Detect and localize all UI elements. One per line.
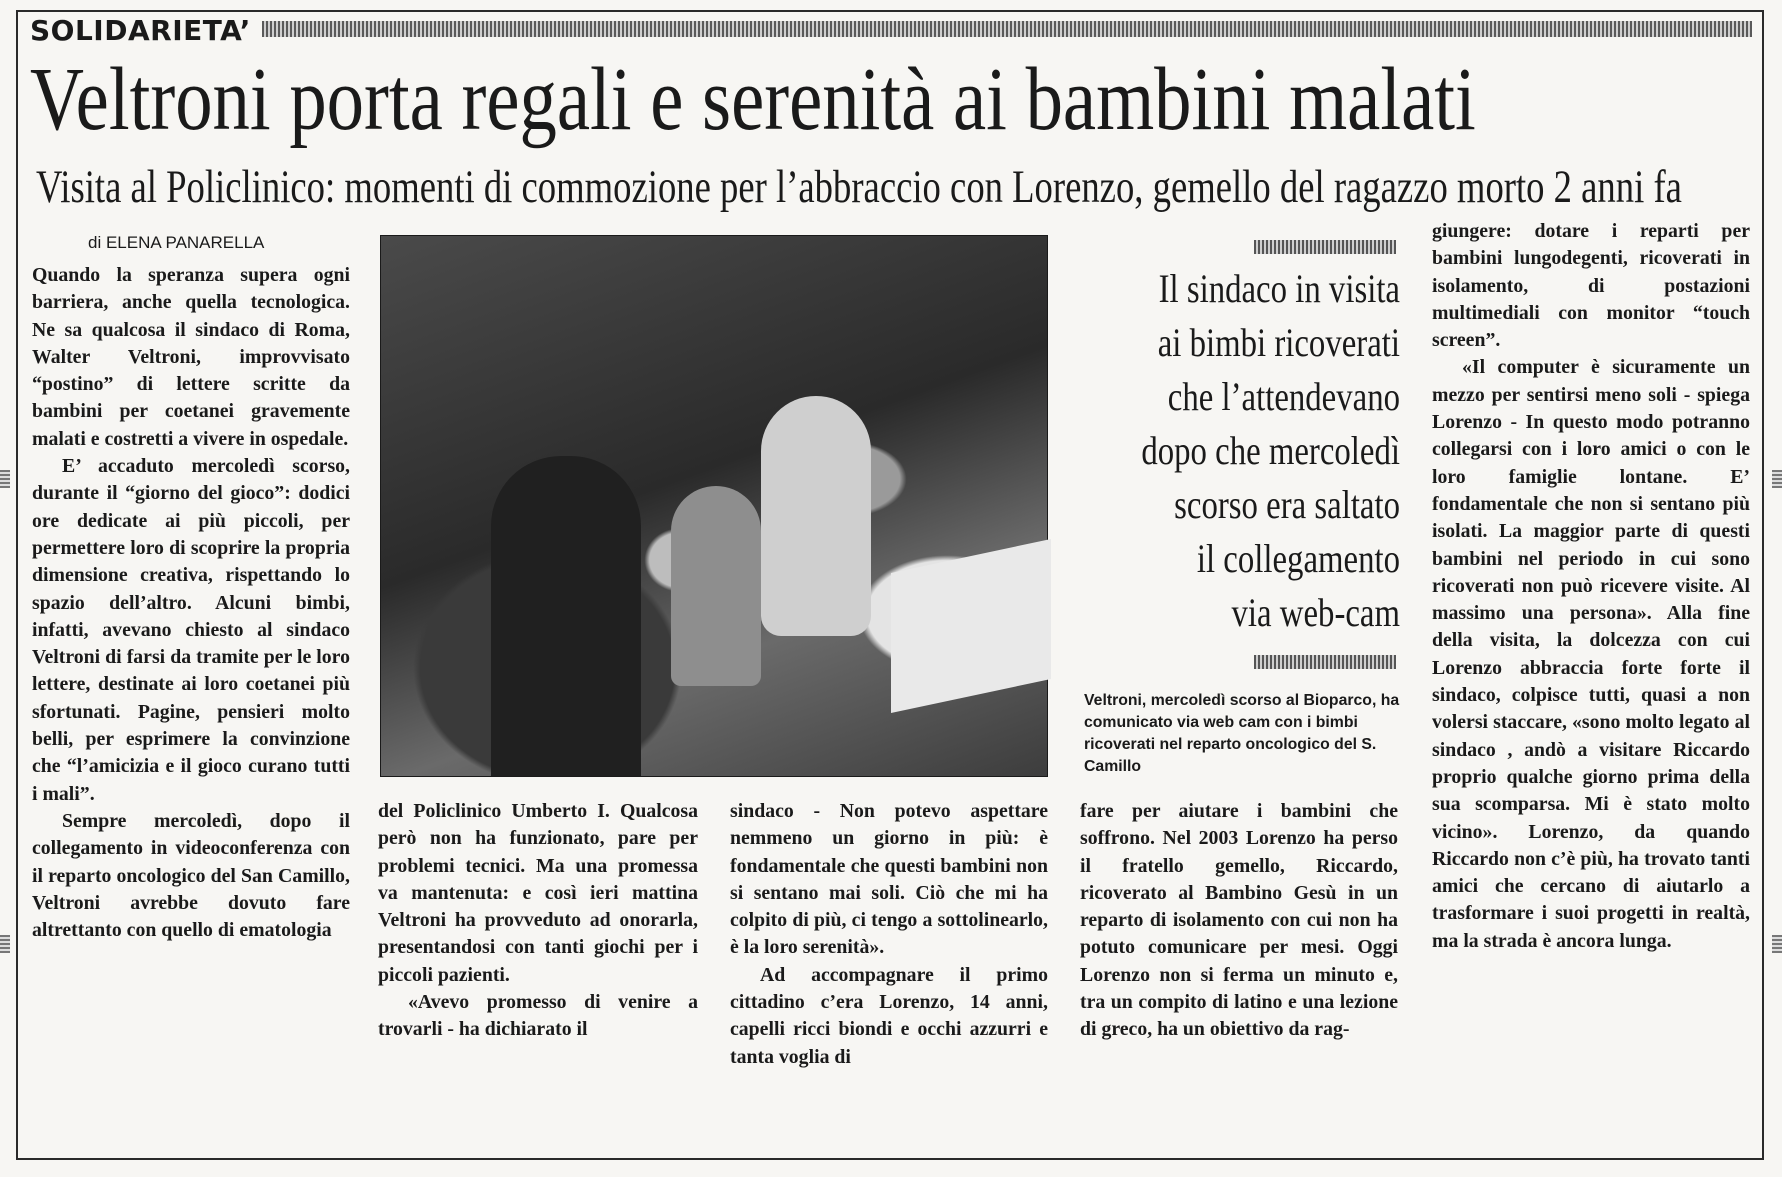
- photo-table: [891, 539, 1051, 713]
- scan-edge-mark: [0, 470, 10, 488]
- paragraph: fare per aiutare i bambini che soffrono. Nel 2003 Lorenzo ha perso il fratello gemello, Riccardo, ricoverato al Bambino Gesù in un reparto di isolamento con cui non ha potuto comunicare per mesi. Oggi Lorenzo non si ferma un minuto e, tra un compito di latino e una lezione di greco, ha un obiettivo da rag-: [1080, 800, 1398, 1041]
- scan-edge-mark: [1772, 470, 1782, 488]
- paragraph: del Policlinico Umberto I. Qualcosa però non ha funzionato, pare per problemi tecnici. Ma una promessa va mantenuta: e così ieri mattina Veltroni ha provveduto ad onorarla, presentandosi con tanti giochi per i piccoli pazienti.: [378, 800, 698, 986]
- paragraph: sindaco - Non potevo aspettare nemmeno un giorno in più: è fondamentale che questi bambini non si sentano mai soli. Ciò che mi ha colpito di più, ci tengo a sottolinearlo, è la loro serenità».: [730, 800, 1048, 959]
- pullquote-line: Il sindaco in visita: [1158, 266, 1400, 311]
- byline: di ELENA PANARELLA: [88, 233, 265, 252]
- paragraph: E’ accaduto mercoledì scorso, durante il “giorno del gioco”: dodici ore dedicate ai più piccoli, per permettere loro di scoprire la propria dimensione creativa, rispettando lo spazio dell’altro. Alcuni bimbi, infatti, avevano chiesto al sindaco Veltroni di farsi da tramite per le loro lettere, destinate ai loro coetanei più sfortunati. Pagine, pensieri molto belli, per esprimere la convinzione che “l’amicizia e il gioco curano tutti i mali”.: [32, 455, 350, 805]
- pullquote: [1060, 262, 1400, 640]
- article-column-4: [1080, 798, 1398, 1044]
- pullquote-rule-bottom: [1254, 655, 1396, 669]
- article-column-2: [378, 798, 698, 1044]
- paragraph: «Avevo promesso di venire a trovarli - ha dichiarato il: [378, 991, 698, 1041]
- article-photo: [380, 235, 1048, 777]
- pullquote-line: via web-cam: [1231, 590, 1400, 635]
- scan-edge-mark: [1772, 935, 1782, 953]
- photo-figure: [491, 456, 641, 776]
- section-tag: SOLIDARIETA’: [30, 14, 251, 47]
- section-rule: [262, 21, 1752, 37]
- paragraph: Sempre mercoledì, dopo il collegamento in videoconferenza con il reparto oncologico del San Camillo, Veltroni avrebbe dovuto fare altrettanto con quello di ematologia: [32, 809, 350, 942]
- paragraph: Ad accompagnare il primo cittadino c’era Lorenzo, 14 anni, capelli ricci biondi e occhi azzurri e tanta voglia di: [730, 963, 1048, 1068]
- scan-edge-mark: [0, 935, 10, 953]
- headline: Veltroni porta regali e serenità ai bambini malati: [30, 50, 1476, 149]
- photo-figure: [671, 486, 761, 686]
- paragraph: Quando la speranza supera ogni barriera, anche quella tecnologica. Ne sa qualcosa il sindaco di Roma, Walter Veltroni, improvvisato “postino” di lettere scritte da bambini per coetanei gravemente malati e costretti a vivere in ospedale.: [32, 264, 350, 450]
- paragraph: «Il computer è sicuramente un mezzo per sentirsi meno soli - spiega Lorenzo - In questo modo potranno collegarsi con i loro amici o con le loro famiglie lontane. E’ fondamentale che non si sentano più isolati. La maggior parte di questi bambini nel periodo in cui sono ricoverati non può ricevere visite. Al massimo una persona». Alla fine della visita, la dolcezza con cui Lorenzo abbraccia forte forte il sindaco, colpisce tutti, quasi a non volersi staccare, «sono molto legato al sindaco , andò a visitare Riccardo proprio qualche giorno prima della sua scomparsa. Mi è stato molto vicino». Lorenzo, da quando Riccardo non c’è più, ha trovato tanti amici che cercano di aiutarlo a trasformare i suoi progetti in realtà, ma la strada è ancora lunga.: [1432, 356, 1750, 952]
- subheadline: Visita al Policlinico: momenti di commozione per l’abbraccio con Lorenzo, gemello del ragazzo morto 2 anni fa: [36, 161, 1682, 213]
- pullquote-line: che l’attendevano: [1167, 374, 1400, 419]
- pullquote-line: scorso era saltato: [1174, 482, 1400, 527]
- photo-caption: Veltroni, mercoledì scorso al Bioparco, ha comunicato via web cam con i bimbi ricoverati nel reparto oncologico del S. Camillo: [1084, 692, 1400, 775]
- article-column-1: [32, 262, 350, 944]
- pullquote-line: dopo che mercoledì: [1141, 428, 1400, 473]
- pullquote-line: ai bimbi ricoverati: [1157, 320, 1400, 365]
- pullquote-rule-top: [1254, 240, 1396, 254]
- pullquote-line: il collegamento: [1196, 536, 1400, 581]
- paragraph: giungere: dotare i reparti per bambini lungodegenti, ricoverati in isolamento, di postazioni multimediali con monitor “touch screen”.: [1432, 220, 1750, 352]
- article-column-3: [730, 798, 1048, 1071]
- photo-figure: [761, 396, 871, 636]
- article-column-5: [1432, 218, 1750, 955]
